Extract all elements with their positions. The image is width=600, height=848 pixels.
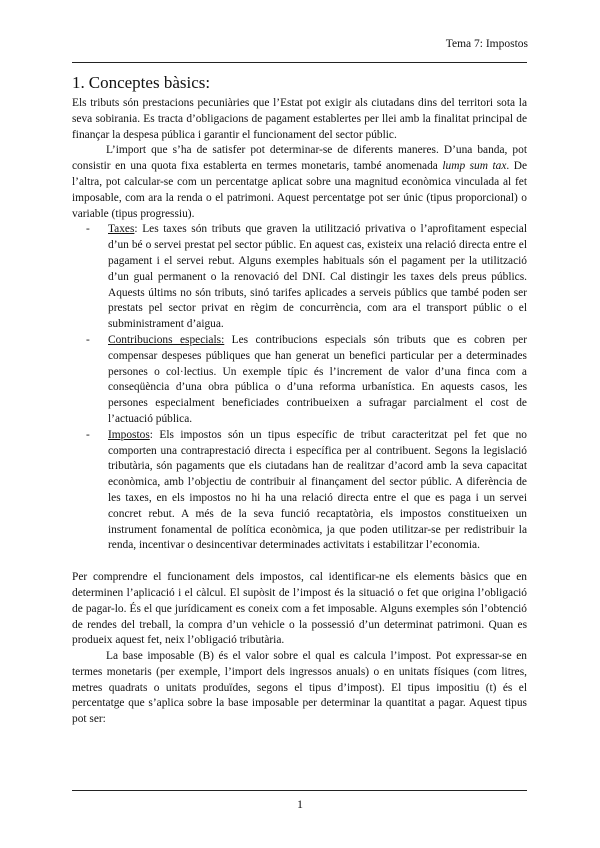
header-rule	[72, 62, 527, 63]
list-item-taxes	[72, 222, 527, 333]
tribute-types-list	[72, 222, 527, 554]
section-title	[72, 72, 527, 94]
bullet-dash: -	[86, 428, 90, 441]
paragraph-tributs: Els tributs són prestacions pecuniàries que l’Estat pot exigir als ciutadans dins del territori sota la seva sobirania. Es tracta d’obligacions de pagament establertes per llei amb la finalitat principal de finançar la despesa pública i garantir el funcionament del sector públic.	[72, 97, 527, 141]
bullet-dash: -	[86, 223, 90, 236]
section-title-text: Conceptes bàsics:	[88, 73, 211, 92]
paragraph-import	[72, 143, 527, 222]
term-taxes: Taxes	[108, 223, 135, 236]
list-item-impostos	[72, 428, 527, 554]
paragraph-base-imposable: La base imposable (B) és el valor sobre el qual es calcula l’impost. Pot expressar-se en termes monetaris (per exemple, l’import dels ingressos anuals) o en unitats físiques (com litres, metres quadrats o unitats produïdes, segons el tipus d’impost). El tipus impositiu (t) és el percentatge que s’aplica sobre la base imposable per determinar la quantitat a pagar. Aquest tipus pot ser:	[72, 650, 527, 726]
taxes-description: : Les taxes són tributs que graven la utilització privativa o l’aprofitament especial d’un bé o servei prestat pel sector públic. En aquest cas, existeix una relació directa entre el pagament i el servei rebut. Alguns exemples habituals són el pagament per la utilització d’un gual permanent o la renovació del DNI. Cal distingir les taxes dels preus públics. Aquests últims no són tributs, sinó tarifes aplicades a serveis públics que també poden ser prestats pel sector privat en règim de concurrència, com ara el transport públic o el subministrament d’aigua.	[108, 223, 527, 331]
footer-rule	[72, 790, 527, 791]
section-number: 1.	[72, 73, 85, 92]
lump-sum-tax-term: lump sum tax	[442, 160, 507, 173]
list-item-contribucions	[72, 333, 527, 428]
paragraph-import-a: L’import que s’ha de satisfer pot determinar-se de diferents maneres. D’una banda, pot consistir en una quota fixa establerta en termes monetaris, també anomenada	[72, 144, 527, 173]
term-contribucions: Contribucions especials:	[108, 333, 225, 346]
impostos-description: : Els impostos són un tipus específic de tribut caracteritzat pel fet que no comporten una contraprestació directa i específica per al contribuent. Segons la legislació tributària, són pagaments que els ciutadans han de realitzar d’acord amb la seva capacitat econòmica, amb l’objectiu de contribuir al finançament del sector públic. A diferència de les taxes, en els impostos no hi ha una relació directa entre el que es paga i un servei concret rebut. A més de la seva funció recaptatòria, els impostos constitueixen un instrument fonamental de política econòmica, ja que poden utilitzar-se per redistribuir la renda, incentivar o desincentivar determinades activitats i estabilitzar l’economia.	[108, 428, 527, 552]
page-number: 1	[297, 797, 303, 811]
header-chapter: Tema 7: Impostos	[445, 38, 528, 50]
page-content	[72, 72, 527, 728]
term-impostos: Impostos	[108, 428, 150, 441]
paragraph-elements: Per comprendre el funcionament dels impostos, cal identificar-ne els elements bàsics que en determinen l’aplicació i el càlcul. El supòsit de l’impost és la situació o fet que origina l’obligació de pagar-lo. És el que jurídicament es coneix com a fet imposable. Alguns exemples són l’obtenció de rendes del treball, la compra d’un vehicle o la possessió d’un determinat patrimoni. Quan es produeix aquest fet, neix l’obligació tributària.	[72, 571, 527, 647]
paragraph-import-b: . De l’altra, pot calcular-se com un percentatge aplicat sobre una magnitud econòmica vinculada al fet imposable, com ara la renda o el patrimoni. Aquest percentatge pot ser únic (tipus proporcional) o variable (tipus progressiu).	[72, 160, 528, 220]
spacer	[72, 554, 527, 570]
bullet-dash: -	[86, 333, 90, 346]
contribucions-description: Les contribucions especials són tributs que es cobren per compensar despeses públiques que han generat un benefici particular per a determinades persones o col·lectius. Un exemple típic és l’increment de valor d’una finca com a conseqüència d’una obra pública o d’una reforma urbanística. En aquests casos, les persones especialment beneficiades contribueixen a sufragar parcialment el cost de l’actuació pública.	[108, 333, 527, 425]
